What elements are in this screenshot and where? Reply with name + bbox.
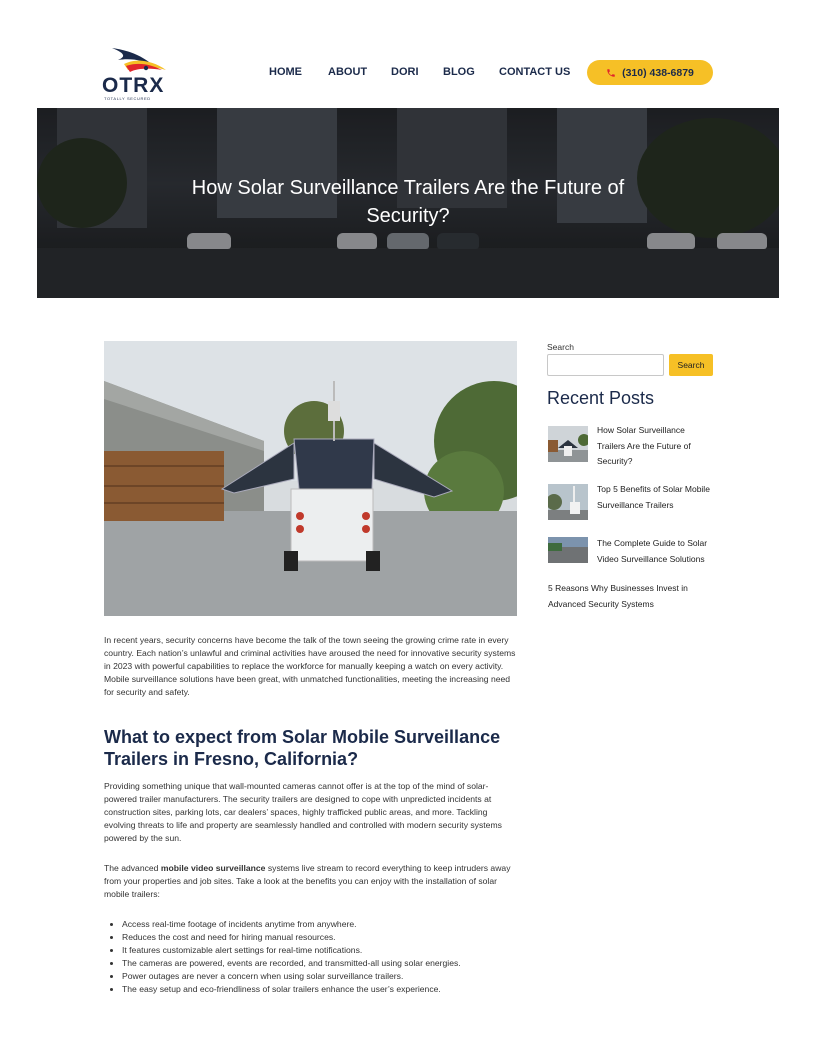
- article-featured-image: [104, 341, 517, 616]
- logo-wordmark: OTRX: [102, 74, 165, 97]
- mobile-video-surveillance-link[interactable]: mobile video surveillance: [160, 863, 266, 873]
- post-thumbnail-image: [548, 484, 588, 520]
- post-thumbnail-image: [548, 426, 588, 462]
- list-item: • Access real-time footage of incidents anytime from anywhere.: [122, 918, 522, 931]
- logo[interactable]: [102, 44, 174, 102]
- benefits-list: [122, 918, 522, 996]
- article-para3-post: systems live stream to record everything to keep intruders away from your properties and job sites. Take a look at the benefits you can enjoy with the installation of solar mobile trailers:: [104, 863, 511, 899]
- search-button[interactable]: Search: [669, 354, 713, 376]
- site-header: [0, 0, 816, 108]
- article-paragraph: [104, 862, 517, 901]
- post-thumbnail[interactable]: [548, 484, 588, 520]
- list-item: • The easy setup and eco-friendliness of solar trailers enhance the user’s experience.: [122, 983, 522, 996]
- phone-number: (310) 438-6879: [622, 66, 694, 79]
- recent-post-link[interactable]: How Solar Surveillance Trailers Are the Future of Security?: [597, 425, 691, 466]
- article-heading-bold: Solar Mobile Surveillance Trailers: [104, 727, 501, 769]
- article-para3-pre: The advanced: [104, 863, 161, 873]
- nav-home[interactable]: HOME: [269, 66, 302, 78]
- nav-about[interactable]: ABOUT: [328, 66, 368, 78]
- solar-trailer-illustration: [104, 341, 517, 616]
- nav-contact-us[interactable]: CONTACT US: [499, 66, 571, 78]
- list-item: • Reduces the cost and need for hiring manual resources.: [122, 931, 522, 944]
- hero-banner: [37, 108, 779, 298]
- article-paragraph: Providing something unique that wall-mounted cameras cannot offer is at the top of the mind of solar-powered trailer manufacturers. The security trailers are designed to cope with unpredicted incidents at construction sites, parking lots, car dealers’ spaces, highly trafficked public areas, and more. Tackling evolving threats to life and property are seamlessly handled and controlled with modern security systems powered by the sun.: [104, 781, 502, 843]
- nav-dori[interactable]: DORI: [391, 66, 419, 78]
- article-heading-pre: What to expect from: [104, 727, 283, 747]
- page-title: How Solar Surveillance Trailers Are the Future of Security?: [191, 177, 625, 227]
- list-item: • Power outages are never a concern when using solar surveillance trailers.: [122, 970, 522, 983]
- recent-posts-heading: Recent Posts: [547, 388, 655, 408]
- phone-button[interactable]: [587, 60, 713, 85]
- list-item: • The cameras are powered, events are recorded, and transmitted-all using solar energies.: [122, 957, 522, 970]
- recent-post-link[interactable]: Top 5 Benefits of Solar Mobile Surveillance Trailers: [597, 484, 710, 510]
- article-intro: In recent years, security concerns have become the talk of the town seeing the growing crime rate in every country. Each nation’s unlawful and criminal activities have aroused the need for innovative security systems in 2023 with powerful capabilities to replace the workforce for manually keeping a watch on every activity. Mobile surveillance solutions have been great, with unmatched functionalities, meeting the increasing need for security and safety.: [104, 635, 516, 697]
- eagle-eye-logo-icon: [110, 44, 170, 78]
- logo-tagline: TOTALLY SECURED: [104, 96, 151, 101]
- nav-blog[interactable]: BLOG: [443, 66, 475, 78]
- recent-post-link[interactable]: 5 Reasons Why Businesses Invest in Advanced Security Systems: [548, 583, 688, 609]
- article-heading-post: in Fresno, California?: [168, 749, 359, 769]
- post-thumbnail[interactable]: [548, 426, 588, 462]
- list-item: • It features customizable alert settings for real-time notifications.: [122, 944, 522, 957]
- article-heading: [104, 726, 517, 770]
- search-label: Search: [547, 342, 574, 352]
- recent-post-link[interactable]: The Complete Guide to Solar Video Surveillance Solutions: [597, 538, 708, 564]
- phone-icon: [606, 68, 616, 78]
- search-input[interactable]: [547, 354, 664, 376]
- post-thumbnail[interactable]: [548, 537, 588, 563]
- post-thumbnail-image: [548, 537, 588, 563]
